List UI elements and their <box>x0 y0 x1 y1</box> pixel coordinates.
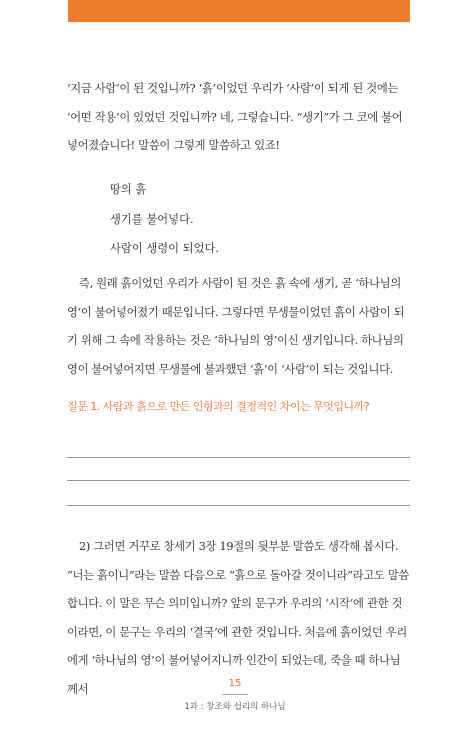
scripture-line-2: 생기를 불어넣다. <box>110 212 194 226</box>
chapter-title: 1과 : 창조와 섭리의 하나님 <box>184 702 286 712</box>
page-number: 15 <box>228 678 242 689</box>
answer-line-1 <box>67 457 410 458</box>
scripture-quote <box>110 175 219 264</box>
answer-line-2 <box>67 480 410 481</box>
answer-line-3 <box>67 505 410 506</box>
body-paragraph-3: 2) 그러면 거꾸로 창세기 3장 19절의 뒷부분 말씀도 생각해 봅시다. “너는 흙이니”라는 말씀 다음으로 “흙으로 돌아갈 것이니라”라고도 말씀합니다. 이 말은 무슨 의미입니까? 앞의 문구가 우리의 ‘시작’에 관한 것이라면, 이 문구는 우리의 ‘결국’에 관한 것입니다. 처음에 흙이었던 우리에게 ‘하나님의 영’이 불어넣어지니까 인간이 되었는데, 죽을 때 하나님께서 <box>67 540 410 696</box>
question-heading: 질문 1. 사람과 흙으로 만든 인형과의 결정적인 차이는 무엇입니까? <box>67 400 370 413</box>
header-accent-bar <box>68 0 410 22</box>
scripture-line-3: 사람이 생령이 되었다. <box>110 242 219 255</box>
body-paragraph-1: ‘지금 사람’이 된 것입니까? ‘흙’이었던 우리가 ‘사람’이 되게 된 것에는 ‘어떤 작용’이 있었던 것입니까? 네, 그렇습니다. “생기”가 그 코에 불어넣어졌습니다! 말씀이 그렇게 말씀하고 있죠! <box>67 82 403 152</box>
page-number-divider <box>222 694 248 695</box>
body-paragraph-2: 즉, 원래 흙이었던 우리가 사람이 된 것은 흙 속에 생기, 곧 ‘하나님의 영’이 불어넣어졌기 때문입니다. 그렇다면 무생물이었던 흙이 사람이 되기 위해 그 속에 작용하는 것은 ‘하나님의 영’이신 생기입니다. 하나님의 영이 불어넣어지면 무생물에 불과했던 ‘흙’이 ‘사람’이 되는 것입니다. <box>67 277 405 376</box>
scripture-line-1: 땅의 흙 <box>110 183 147 196</box>
